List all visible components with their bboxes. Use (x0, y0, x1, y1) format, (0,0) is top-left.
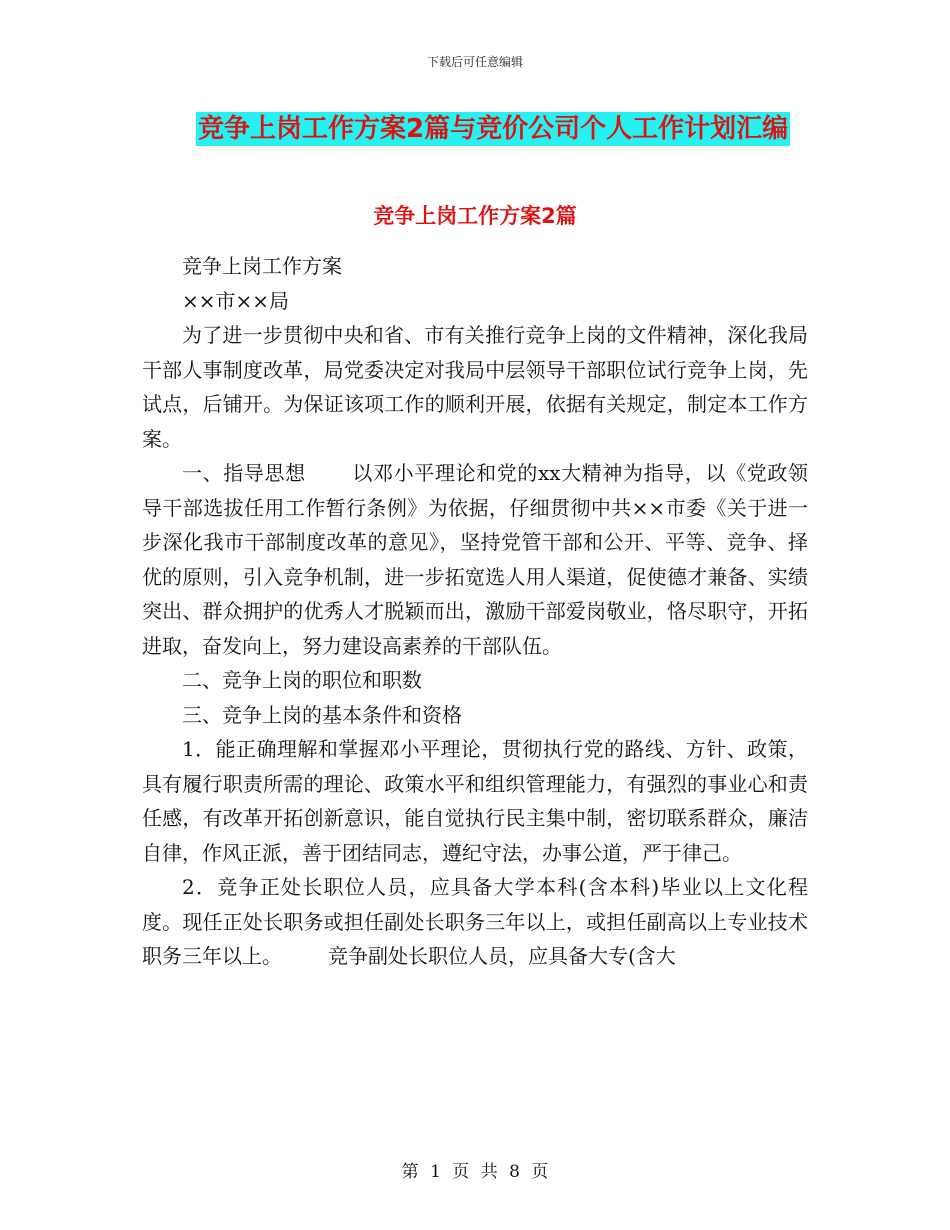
condition-2-director: 2．竞争正处长职位人员，应具备大学本科(含本科)毕业以上文化程度。现任正处长职务或担任副处长职务三年以上，或担任副高以上专业技术职务三年以上。 (142, 875, 808, 968)
paragraph-intro: 为了进一步贯彻中央和省、市有关推行竞争上岗的文件精神，深化我局干部人事制度改革，局党委决定对我局中层领导干部职位试行竞争上岗，先试点，后铺开。为保证该项工作的顺利开展，依据有关规定，制定本工作方案。 (142, 323, 808, 451)
paragraph-condition-1: 1．能正确理解和掌握邓小平理论，贯彻执行党的路线、方针、政策，具有履行职责所需的理论、政策水平和组织管理能力，有强烈的事业心和责任感，有改革开拓创新意识，能自觉执行民主集中制，密切联系群众，廉洁自律，作风正派，善于团结同志，遵纪守法，办事公道，严于律己。 (142, 737, 808, 865)
paragraph-guiding-thought (142, 456, 808, 663)
paragraph-plan-title: 竞争上岗工作方案 (182, 254, 342, 278)
guiding-thought-body: 以邓小平理论和党的xx大精神为指导，以《党政领导干部选拔任用工作暂行条例》为依据，仔细贯彻中共××市委《关于进一步深化我市干部制度改革的意见》，坚持党管干部和公开、平等、竞争、择优的原则，引入竞争机制，进一步拓宽选人用人渠道，促使德才兼备、实绩突出、群众拥护的优秀人才脱颖而出，激励干部爱岗敬业，恪尽职守，开拓进取，奋发向上，努力建设高素养的干部队伍。 (142, 461, 809, 658)
document-main-title: 竞争上岗工作方案2篇与竞价公司个人工作计划汇编 (198, 114, 789, 144)
page-header-note: 下载后可任意编辑 (426, 55, 523, 69)
paragraph-condition-2 (142, 870, 808, 974)
guiding-thought-heading: 一、指导思想 (182, 461, 306, 485)
document-body (142, 249, 808, 974)
paragraph-issuer: ××市××局 (182, 288, 290, 313)
section-title: 竞争上岗工作方案2篇 (373, 204, 577, 228)
paragraph-conditions-heading: 三、竞争上岗的基本条件和资格 (182, 702, 462, 727)
paragraph-positions-heading: 二、竞争上岗的职位和职数 (182, 668, 422, 692)
condition-2-deputy: 竞争副处长职位人员，应具备大专(含大 (328, 944, 676, 968)
page-number: 第 1 页 共 8 页 (401, 1162, 549, 1182)
